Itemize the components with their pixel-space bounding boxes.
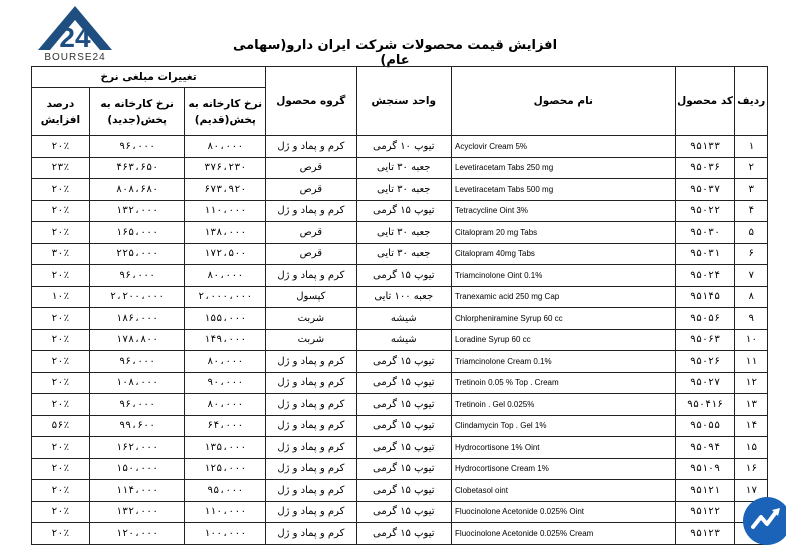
new-price: ۹۶،۰۰۰ bbox=[89, 394, 185, 416]
increase-percent: ۲۰٪ bbox=[32, 136, 90, 158]
new-price: ۱۷۸،۸۰۰ bbox=[89, 329, 185, 351]
product-group: کرم و پماد و ژل bbox=[266, 265, 356, 287]
bourse24-logo bbox=[30, 2, 120, 64]
product-group: کرم و پماد و ژل bbox=[266, 480, 356, 502]
product-name: Clobetasol oint bbox=[452, 480, 676, 502]
product-name: Fluocinolone Acetonide 0.025% Oint bbox=[452, 501, 676, 523]
new-price: ۹۹،۶۰۰ bbox=[89, 415, 185, 437]
old-price: ۸۰،۰۰۰ bbox=[185, 136, 266, 158]
product-name: Tranexamic acid 250 mg Cap bbox=[452, 286, 676, 308]
old-price: ۶۴،۰۰۰ bbox=[185, 415, 266, 437]
trend-arrow-icon bbox=[743, 497, 786, 545]
new-price: ۱۳۲،۰۰۰ bbox=[89, 200, 185, 222]
row-number: ۷ bbox=[735, 265, 768, 287]
product-code: ۹۵۰۳۶ bbox=[675, 157, 735, 179]
product-unit: جعبه ۳۰ تایی bbox=[356, 179, 452, 201]
product-group: قرص bbox=[266, 157, 356, 179]
logo-text: BOURSE24 bbox=[44, 52, 106, 63]
product-name: Clindamycin Top . Gel 1% bbox=[452, 415, 676, 437]
table-row bbox=[32, 351, 768, 373]
product-code: ۹۵۱۴۵ bbox=[675, 286, 735, 308]
increase-percent: ۲۰٪ bbox=[32, 351, 90, 373]
product-group: کرم و پماد و ژل bbox=[266, 458, 356, 480]
increase-percent: ۲۰٪ bbox=[32, 372, 90, 394]
new-price: ۹۶،۰۰۰ bbox=[89, 351, 185, 373]
product-code: ۹۵۰۳۱ bbox=[675, 243, 735, 265]
product-code: ۹۵۰۲۴ bbox=[675, 265, 735, 287]
new-price: ۱۵۰،۰۰۰ bbox=[89, 458, 185, 480]
new-price: ۱۶۵،۰۰۰ bbox=[89, 222, 185, 244]
product-group: کپسول bbox=[266, 286, 356, 308]
row-number: ۱۵ bbox=[735, 437, 768, 459]
increase-percent: ۵۶٪ bbox=[32, 415, 90, 437]
table-row bbox=[32, 480, 768, 502]
increase-percent: ۲۰٪ bbox=[32, 308, 90, 330]
old-price: ۸۰،۰۰۰ bbox=[185, 394, 266, 416]
old-price: ۹۰،۰۰۰ bbox=[185, 372, 266, 394]
new-price: ۱۳۲،۰۰۰ bbox=[89, 501, 185, 523]
increase-percent: ۲۰٪ bbox=[32, 179, 90, 201]
product-group: کرم و پماد و ژل bbox=[266, 200, 356, 222]
old-price: ۱۳۵،۰۰۰ bbox=[185, 437, 266, 459]
old-price: ۱۵۵،۰۰۰ bbox=[185, 308, 266, 330]
product-unit: تیوپ ۱۵ گرمی bbox=[356, 458, 452, 480]
product-group: شربت bbox=[266, 308, 356, 330]
product-name: Hydrocortisone 1% Oint bbox=[452, 437, 676, 459]
product-name: Triamcinolone Cream 0.1% bbox=[452, 351, 676, 373]
product-code: ۹۵۰۵۵ bbox=[675, 415, 735, 437]
product-code: ۹۵۰۴۱۶ bbox=[675, 394, 735, 416]
header-row: ردیف bbox=[735, 67, 768, 136]
table-row bbox=[32, 458, 768, 480]
header-changes: تغییرات مبلغی نرخ bbox=[32, 67, 266, 88]
row-number: ۱ bbox=[735, 136, 768, 158]
old-price: ۳۷۶،۲۳۰ bbox=[185, 157, 266, 179]
increase-percent: ۲۰٪ bbox=[32, 523, 90, 545]
row-number: ۳ bbox=[735, 179, 768, 201]
product-code: ۹۵۰۳۷ bbox=[675, 179, 735, 201]
old-price: ۱۰۰،۰۰۰ bbox=[185, 523, 266, 545]
row-number: ۱۱ bbox=[735, 351, 768, 373]
increase-percent: ۲۰٪ bbox=[32, 329, 90, 351]
product-group: قرص bbox=[266, 179, 356, 201]
table-row bbox=[32, 136, 768, 158]
product-group: قرص bbox=[266, 243, 356, 265]
product-name: Chlorpheniramine Syrup 60 cc bbox=[452, 308, 676, 330]
price-table bbox=[31, 66, 768, 545]
table-row bbox=[32, 329, 768, 351]
new-price: ۲۲۵،۰۰۰ bbox=[89, 243, 185, 265]
new-price: ۱۱۴،۰۰۰ bbox=[89, 480, 185, 502]
product-group: کرم و پماد و ژل bbox=[266, 351, 356, 373]
row-number: ۴ bbox=[735, 200, 768, 222]
table-row bbox=[32, 222, 768, 244]
product-group: کرم و پماد و ژل bbox=[266, 437, 356, 459]
increase-percent: ۱۰٪ bbox=[32, 286, 90, 308]
increase-percent: ۲۰٪ bbox=[32, 437, 90, 459]
product-code: ۹۵۱۳۳ bbox=[675, 136, 735, 158]
product-name: Triamcinolone Oint 0.1% bbox=[452, 265, 676, 287]
table-row bbox=[32, 243, 768, 265]
increase-percent: ۲۰٪ bbox=[32, 222, 90, 244]
old-price: ۱۱۰،۰۰۰ bbox=[185, 501, 266, 523]
product-group: قرص bbox=[266, 222, 356, 244]
old-price: ۶۷۳،۹۲۰ bbox=[185, 179, 266, 201]
product-unit: تیوپ ۱۵ گرمی bbox=[356, 523, 452, 545]
product-group: کرم و پماد و ژل bbox=[266, 136, 356, 158]
row-number: ۸ bbox=[735, 286, 768, 308]
increase-percent: ۳۰٪ bbox=[32, 243, 90, 265]
product-unit: تیوپ ۱۵ گرمی bbox=[356, 351, 452, 373]
header-code: کد محصول bbox=[675, 67, 735, 136]
product-name: Hydrocortisone Cream 1% bbox=[452, 458, 676, 480]
product-unit: تیوپ ۱۰ گرمی bbox=[356, 136, 452, 158]
new-price: ۸۰۸،۶۸۰ bbox=[89, 179, 185, 201]
product-code: ۹۵۰۶۳ bbox=[675, 329, 735, 351]
header-old-price: نرخ کارخانه به پخش(قدیم) bbox=[185, 88, 266, 136]
product-code: ۹۵۰۵۶ bbox=[675, 308, 735, 330]
row-number: ۱۳ bbox=[735, 394, 768, 416]
increase-percent: ۲۰٪ bbox=[32, 265, 90, 287]
product-group: کرم و پماد و ژل bbox=[266, 372, 356, 394]
old-price: ۸۰،۰۰۰ bbox=[185, 265, 266, 287]
product-group: شربت bbox=[266, 329, 356, 351]
product-code: ۹۵۰۲۶ bbox=[675, 351, 735, 373]
table-row bbox=[32, 437, 768, 459]
row-number: ۵ bbox=[735, 222, 768, 244]
product-unit: جعبه ۱۰۰ تایی bbox=[356, 286, 452, 308]
product-code: ۹۵۰۳۰ bbox=[675, 222, 735, 244]
product-unit: تیوپ ۱۵ گرمی bbox=[356, 394, 452, 416]
table-row bbox=[32, 200, 768, 222]
row-number: ۲ bbox=[735, 157, 768, 179]
table-row bbox=[32, 501, 768, 523]
product-unit: تیوپ ۱۵ گرمی bbox=[356, 480, 452, 502]
product-name: Citalopram 40mg Tabs bbox=[452, 243, 676, 265]
product-name: Tetracycline Oint 3% bbox=[452, 200, 676, 222]
header-unit: واحد سنجش bbox=[356, 67, 452, 136]
product-group: کرم و پماد و ژل bbox=[266, 501, 356, 523]
page-title: افزایش قیمت محصولات شرکت ایران دارو(سهامی عام) bbox=[232, 38, 558, 68]
product-unit: تیوپ ۱۵ گرمی bbox=[356, 265, 452, 287]
product-unit: شیشه bbox=[356, 308, 452, 330]
row-number: ۱۰ bbox=[735, 329, 768, 351]
increase-percent: ۲۰٪ bbox=[32, 501, 90, 523]
product-name: Levetiracetam Tabs 250 mg bbox=[452, 157, 676, 179]
product-code: ۹۵۰۲۲ bbox=[675, 200, 735, 222]
new-price: ۱۲۰،۰۰۰ bbox=[89, 523, 185, 545]
product-code: ۹۵۱۰۹ bbox=[675, 458, 735, 480]
increase-percent: ۲۰٪ bbox=[32, 458, 90, 480]
svg-text:24: 24 bbox=[59, 22, 91, 53]
old-price: ۲،۰۰۰،۰۰۰ bbox=[185, 286, 266, 308]
new-price: ۱۶۲،۰۰۰ bbox=[89, 437, 185, 459]
product-unit: شیشه bbox=[356, 329, 452, 351]
table-row bbox=[32, 157, 768, 179]
old-price: ۱۲۵،۰۰۰ bbox=[185, 458, 266, 480]
header-name: نام محصول bbox=[452, 67, 676, 136]
old-price: ۸۰،۰۰۰ bbox=[185, 351, 266, 373]
table-row bbox=[32, 394, 768, 416]
product-name: Tretinoin . Gel 0.025% bbox=[452, 394, 676, 416]
new-price: ۱۸۶،۰۰۰ bbox=[89, 308, 185, 330]
product-code: ۹۵۰۹۴ bbox=[675, 437, 735, 459]
product-group: کرم و پماد و ژل bbox=[266, 415, 356, 437]
old-price: ۱۷۲،۵۰۰ bbox=[185, 243, 266, 265]
product-name: Levetiracetam Tabs 500 mg bbox=[452, 179, 676, 201]
table-row bbox=[32, 286, 768, 308]
product-unit: تیوپ ۱۵ گرمی bbox=[356, 200, 452, 222]
old-price: ۹۵،۰۰۰ bbox=[185, 480, 266, 502]
row-number: ۱۲ bbox=[735, 372, 768, 394]
increase-percent: ۲۰٪ bbox=[32, 200, 90, 222]
trend-badge bbox=[743, 497, 786, 545]
table-row bbox=[32, 415, 768, 437]
product-code: ۹۵۰۲۷ bbox=[675, 372, 735, 394]
product-group: کرم و پماد و ژل bbox=[266, 394, 356, 416]
product-code: ۹۵۱۲۳ bbox=[675, 523, 735, 545]
product-unit: تیوپ ۱۵ گرمی bbox=[356, 501, 452, 523]
row-number: ۱۷ bbox=[735, 480, 768, 502]
row-number: ۶ bbox=[735, 243, 768, 265]
increase-percent: ۲۰٪ bbox=[32, 480, 90, 502]
product-code: ۹۵۱۲۲ bbox=[675, 501, 735, 523]
product-name: Acyclovir Cream 5% bbox=[452, 136, 676, 158]
new-price: ۲،۲۰۰،۰۰۰ bbox=[89, 286, 185, 308]
product-unit: تیوپ ۱۵ گرمی bbox=[356, 415, 452, 437]
header-new-price: نرخ کارخانه به پخش(جدید) bbox=[89, 88, 185, 136]
product-unit: جعبه ۳۰ تایی bbox=[356, 243, 452, 265]
table-row bbox=[32, 265, 768, 287]
new-price: ۹۶،۰۰۰ bbox=[89, 136, 185, 158]
new-price: ۱۰۸،۰۰۰ bbox=[89, 372, 185, 394]
product-unit: جعبه ۳۰ تایی bbox=[356, 157, 452, 179]
table-row bbox=[32, 523, 768, 545]
header-percent: درصد افزایش bbox=[32, 88, 90, 136]
row-number: ۱۶ bbox=[735, 458, 768, 480]
product-unit: تیوپ ۱۵ گرمی bbox=[356, 437, 452, 459]
product-name: Fluocinolone Acetonide 0.025% Cream bbox=[452, 523, 676, 545]
new-price: ۴۶۳،۶۵۰ bbox=[89, 157, 185, 179]
table-row bbox=[32, 179, 768, 201]
row-number: ۱۴ bbox=[735, 415, 768, 437]
logo-24-mark-icon bbox=[30, 2, 120, 54]
product-name: Citalopram 20 mg Tabs bbox=[452, 222, 676, 244]
increase-percent: ۲۳٪ bbox=[32, 157, 90, 179]
old-price: ۱۳۸،۰۰۰ bbox=[185, 222, 266, 244]
table-row bbox=[32, 308, 768, 330]
table-row bbox=[32, 372, 768, 394]
header-group: گروه محصول bbox=[266, 67, 356, 136]
new-price: ۹۶،۰۰۰ bbox=[89, 265, 185, 287]
product-name: Tretinoin 0.05 % Top . Cream bbox=[452, 372, 676, 394]
old-price: ۱۴۹،۰۰۰ bbox=[185, 329, 266, 351]
product-unit: تیوپ ۱۵ گرمی bbox=[356, 372, 452, 394]
product-unit: جعبه ۳۰ تایی bbox=[356, 222, 452, 244]
increase-percent: ۲۰٪ bbox=[32, 394, 90, 416]
product-name: Loradine Syrup 60 cc bbox=[452, 329, 676, 351]
old-price: ۱۱۰،۰۰۰ bbox=[185, 200, 266, 222]
row-number: ۹ bbox=[735, 308, 768, 330]
product-group: کرم و پماد و ژل bbox=[266, 523, 356, 545]
product-code: ۹۵۱۲۱ bbox=[675, 480, 735, 502]
